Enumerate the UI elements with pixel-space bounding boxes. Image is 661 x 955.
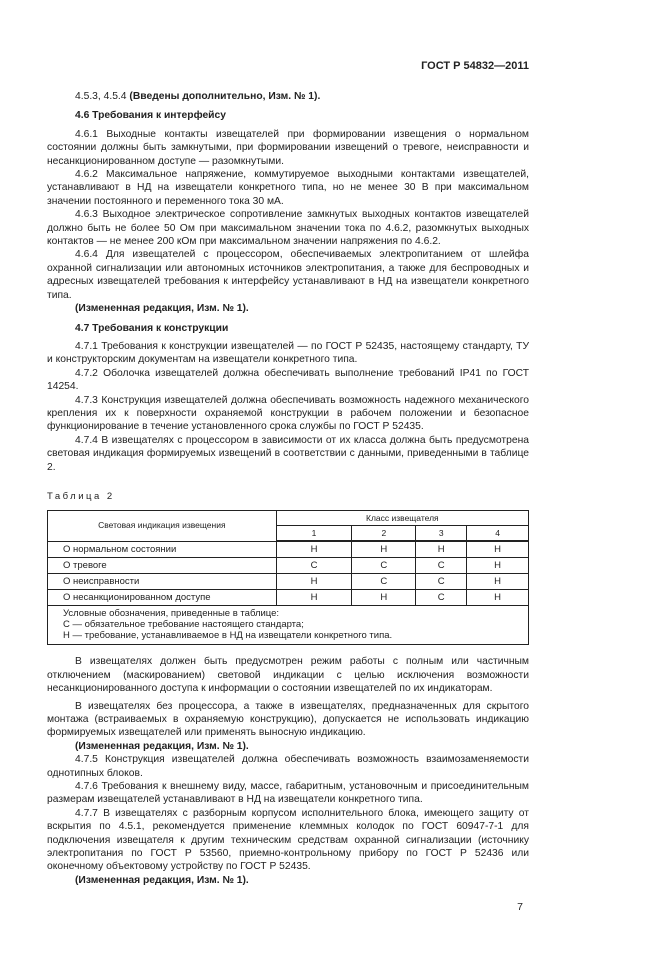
table-cell: С [352, 558, 416, 574]
section-heading-4-7: 4.7 Требования к конструкции [75, 322, 229, 334]
indication-table [47, 510, 529, 645]
table-cell: Н [467, 574, 529, 590]
table-row [48, 590, 529, 606]
table-cell: Н [352, 590, 416, 606]
column-header-class: 4 [467, 526, 529, 542]
table-notes-row [48, 606, 529, 645]
table-cell: Н [467, 541, 529, 558]
table-notes [48, 606, 529, 645]
row-label: О нормальном состоянии [48, 541, 277, 558]
paragraph-4-7-7: 4.7.7 В извещателях с разборным корпусом исполнительного блока, имеющего защиту от вскрытия по 4.5.1, рекомендуется применение клеммных колодок по ГОСТ 60947-7-1 для подключения извещателя к другим техническим средствам охранной сигнализации (источнику электропитания по ГОСТ Р 53560, приемно-контрольному прибору по ГОСТ Р 52436 или оконечному объектовому устройству по ГОСТ Р 52435. [47, 807, 529, 873]
table-cell: С [416, 558, 467, 574]
column-header-class: 1 [276, 526, 352, 542]
table-caption: Таблица 2 [47, 490, 115, 502]
column-header-indication: Световая индикация извещения [48, 511, 277, 542]
table-cell: Н [276, 541, 352, 558]
column-header-class: 3 [416, 526, 467, 542]
amendment-note: (Измененная редакция, Изм. № 1). [75, 303, 249, 315]
note-line: Н — требование, устанавливаемое в НД на извещатели конкретного типа. [63, 630, 393, 642]
clause-number: 4.5.3, 4.5.4 [75, 91, 127, 102]
paragraph-4-7-2: 4.7.2 Оболочка извещателей должна обеспечивать выполнение требований IP41 по ГОСТ 14254. [47, 367, 529, 393]
row-label: О несанкционированном доступе [48, 590, 277, 606]
paragraph-4-7-6: 4.7.6 Требования к внешнему виду, массе, габаритным, установочным и присоединительным размерам извещателей устанавливают в НД на извещатели конкретного типа. [47, 781, 529, 806]
paragraph-4-5-3 [47, 90, 529, 103]
table-cell: Н [276, 574, 352, 590]
table-row [48, 558, 529, 574]
amendment-note: (Измененная редакция, Изм. № 1). [75, 874, 249, 886]
table-cell: С [276, 558, 352, 574]
section-heading-4-6: 4.6 Требования к интерфейсу [75, 110, 226, 122]
paragraph-4-6-1: 4.6.1 Выходные контакты извещателей при формировании извещения о нормальном состоянии должны быть замкнутыми, при формировании извещений о тревоге, неисправности и несанкционированном доступе — разомкнутыми. [47, 128, 529, 167]
amendment-note: (Измененная редакция, Изм. № 1). [75, 740, 249, 752]
table-row [48, 574, 529, 590]
paragraph-4-6-3: 4.6.3 Выходное электрическое сопротивление замкнутых выходных контактов извещателей должно быть не более 50 Ом при максимальном значении тока по 4.6.2, разомкнутых выходных контактов — не менее 200 кОм при максимальном значении напряжения по 4.6.2. [47, 209, 529, 248]
table-cell: С [416, 590, 467, 606]
document-body [47, 0, 529, 955]
paragraph-4-7-3: 4.7.3 Конструкция извещателей должна обеспечивать возможность надежного механического крепления их к поверхности охраняемой конструкции в рабочем положении и безопасное функционирование в течение установленного срока службы по ГОСТ Р 52435. [47, 394, 529, 433]
table-cell: Н [467, 558, 529, 574]
amendment-note: (Введены дополнительно, Изм. № 1). [129, 91, 321, 102]
table-cell: Н [352, 541, 416, 558]
row-label: О неисправности [48, 574, 277, 590]
table-cell: Н [467, 590, 529, 606]
document-id-header: ГОСТ Р 54832—2011 [421, 60, 529, 72]
paragraph-masking: В извещателях должен быть предусмотрен режим работы с полным или частичным отключением (маскированием) световой индикации с целью исключения возможности несанкционированного доступа к информации о состоянии извещателей по их индикаторам. [47, 656, 529, 695]
table-cell: Н [416, 541, 467, 558]
table-cell: Н [276, 590, 352, 606]
paragraph-no-processor: В извещателях без процессора, а также в извещателях, предназначенных для скрытого монтажа (встраиваемых в охраняемую конструкцию), допускается не использовать индикацию формируемых извещателей или применять выносную индикацию. [47, 700, 529, 739]
column-header-class: 2 [352, 526, 416, 542]
page-number: 7 [517, 901, 523, 914]
table-cell: С [352, 574, 416, 590]
table-cell: С [416, 574, 467, 590]
paragraph-4-6-2: 4.6.2 Максимальное напряжение, коммутируемое выходными контактами извещателей, устанавливают в НД на извещатели конкретного типа, но не менее 30 В при максимальном значении постоянного и переменного тока 30 мА. [47, 169, 529, 207]
paragraph-4-6-4: 4.6.4 Для извещателей с процессором, обеспечиваемых электропитанием от шлейфа охранной сигнализации или автономных источников электропитания, а также для беспроводных и адресных извещателей требования к интерфейсу устанавливают в НД на извещатели конкретного типа. [47, 249, 529, 301]
note-line: С — обязательное требование настоящего стандарта; [63, 619, 304, 631]
row-label: О тревоге [48, 558, 277, 574]
table-row [48, 541, 529, 558]
paragraph-4-7-4: 4.7.4 В извещателях с процессором в зависимости от их класса должна быть предусмотрена световая индикация формируемых извещений в соответствии с данными, приведенными в таблице 2. [47, 434, 529, 473]
paragraph-4-7-5: 4.7.5 Конструкция извещателей должна обеспечивать возможность взаимозаменяемости однотипных блоков. [47, 754, 529, 779]
paragraph-4-7-1: 4.7.1 Требования к конструкции извещателей — по ГОСТ Р 52435, настоящему стандарту, ТУ и конструкторским документам на извещатели конкретного типа. [47, 340, 529, 366]
column-group-header-class: Класс извещателя [276, 511, 528, 526]
note-line: Условные обозначения, приведенные в таблице: [63, 608, 280, 620]
